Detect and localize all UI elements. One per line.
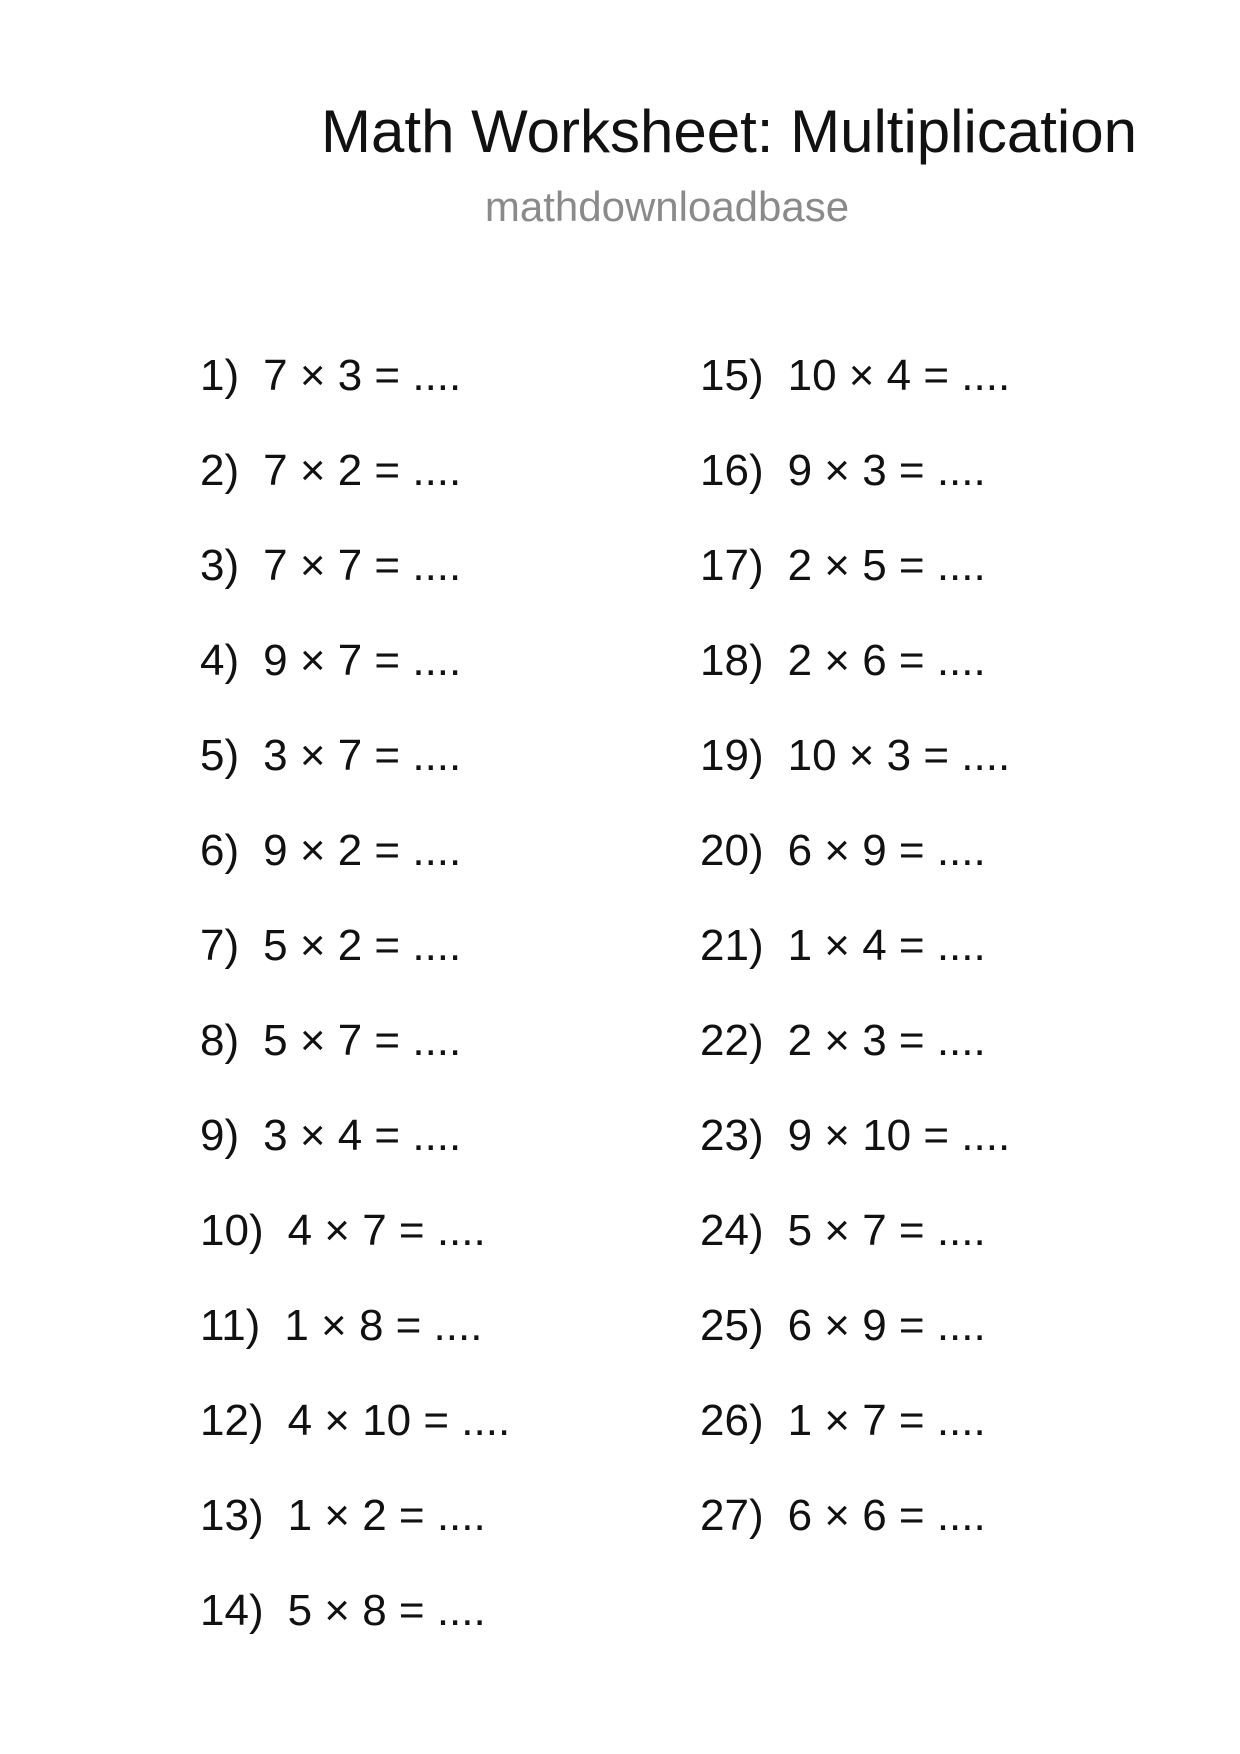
problem-item — [200, 728, 510, 823]
problem-number: 8) — [200, 1016, 240, 1065]
problem-number: 17) — [700, 541, 764, 590]
problem-number: 3) — [200, 541, 240, 590]
problem-number: 5) — [200, 731, 240, 780]
problem-item — [700, 728, 1010, 823]
problem-number: 16) — [700, 446, 764, 495]
problem-expression: 5 × 8 = .... — [287, 1586, 486, 1635]
problem-item — [200, 1298, 510, 1393]
problem-expression: 9 × 3 = .... — [787, 446, 986, 495]
problem-item — [700, 1393, 1010, 1488]
problem-expression: 5 × 7 = .... — [263, 1016, 462, 1065]
problem-expression: 3 × 4 = .... — [263, 1111, 462, 1160]
problem-expression: 9 × 2 = .... — [263, 826, 462, 875]
problem-expression: 1 × 2 = .... — [287, 1491, 486, 1540]
problem-number: 25) — [700, 1301, 764, 1350]
problem-number: 23) — [700, 1111, 764, 1160]
problem-item — [200, 443, 510, 538]
problem-number: 19) — [700, 731, 764, 780]
problem-expression: 6 × 9 = .... — [787, 1301, 986, 1350]
problem-expression: 7 × 3 = .... — [263, 351, 462, 400]
problem-expression: 6 × 9 = .... — [787, 826, 986, 875]
problem-expression: 4 × 10 = .... — [287, 1396, 511, 1445]
problem-item — [200, 538, 510, 633]
problem-item — [700, 443, 1010, 538]
problem-expression: 2 × 5 = .... — [787, 541, 986, 590]
problem-number: 24) — [700, 1206, 764, 1255]
problem-item — [200, 633, 510, 728]
problem-item — [200, 823, 510, 918]
problem-number: 27) — [700, 1491, 764, 1540]
page-title: Math Worksheet: Multiplication — [321, 98, 1137, 165]
problem-item — [700, 633, 1010, 728]
problem-item — [700, 823, 1010, 918]
problem-expression: 7 × 2 = .... — [263, 446, 462, 495]
problem-item — [200, 348, 510, 443]
problem-expression: 1 × 7 = .... — [787, 1396, 986, 1445]
problem-item — [200, 1203, 510, 1298]
problem-number: 26) — [700, 1396, 764, 1445]
problem-item — [700, 1488, 1010, 1583]
problem-item — [700, 1298, 1010, 1393]
problem-number: 10) — [200, 1206, 264, 1255]
problem-expression: 3 × 7 = .... — [263, 731, 462, 780]
problem-item — [200, 1108, 510, 1203]
problem-item — [700, 348, 1010, 443]
problem-expression: 6 × 6 = .... — [787, 1491, 986, 1540]
problem-item — [200, 1583, 510, 1678]
problem-number: 11) — [200, 1301, 261, 1350]
problem-number: 13) — [200, 1491, 264, 1540]
problem-number: 18) — [700, 636, 764, 685]
problem-number: 4) — [200, 636, 240, 685]
page-subtitle: mathdownloadbase — [484, 183, 850, 230]
problem-number: 21) — [700, 921, 764, 970]
problem-number: 9) — [200, 1111, 240, 1160]
left-problem-column — [200, 348, 510, 1678]
problem-number: 2) — [200, 446, 240, 495]
problem-number: 14) — [200, 1586, 264, 1635]
problem-expression: 7 × 7 = .... — [263, 541, 462, 590]
problem-number: 1) — [200, 351, 240, 400]
problem-expression: 5 × 2 = .... — [263, 921, 462, 970]
problem-item — [200, 1013, 510, 1108]
problem-item — [700, 538, 1010, 633]
problem-number: 15) — [700, 351, 764, 400]
problem-number: 7) — [200, 921, 240, 970]
problem-number: 20) — [700, 826, 764, 875]
problem-expression: 1 × 8 = .... — [284, 1301, 483, 1350]
problem-expression: 5 × 7 = .... — [787, 1206, 986, 1255]
problem-expression: 10 × 3 = .... — [787, 731, 1011, 780]
problem-item — [700, 1108, 1010, 1203]
problem-expression: 10 × 4 = .... — [787, 351, 1011, 400]
problem-expression: 9 × 7 = .... — [263, 636, 462, 685]
problem-item — [700, 1203, 1010, 1298]
problem-expression: 2 × 6 = .... — [787, 636, 986, 685]
problem-item — [200, 918, 510, 1013]
problem-number: 12) — [200, 1396, 264, 1445]
right-problem-column — [700, 348, 1010, 1583]
problem-expression: 9 × 10 = .... — [787, 1111, 1011, 1160]
problem-item — [700, 1013, 1010, 1108]
problem-number: 6) — [200, 826, 240, 875]
problem-expression: 2 × 3 = .... — [787, 1016, 986, 1065]
problem-expression: 4 × 7 = .... — [287, 1206, 486, 1255]
problem-expression: 1 × 4 = .... — [787, 921, 986, 970]
problem-item — [200, 1488, 510, 1583]
problem-number: 22) — [700, 1016, 764, 1065]
problem-item — [700, 918, 1010, 1013]
problem-item — [200, 1393, 510, 1488]
